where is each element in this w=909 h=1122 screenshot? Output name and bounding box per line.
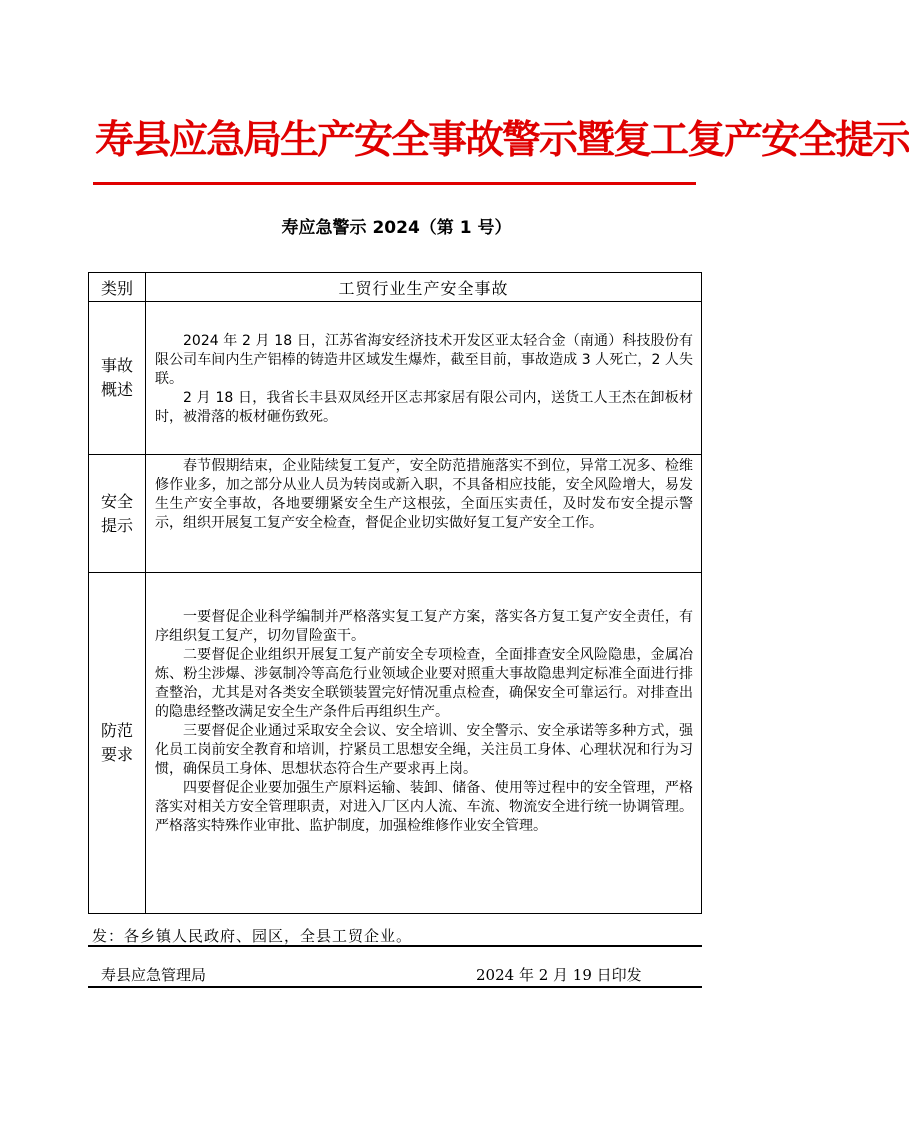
- distribution-line: 发：各乡镇人民政府、园区，全县工贸企业。: [92, 927, 413, 945]
- table-row-prevention-requirements: [89, 573, 702, 914]
- table-header-row: [89, 273, 702, 302]
- table-row-accident-overview: [89, 302, 702, 455]
- paragraph: 2 月 18 日，我省长丰县双凤经开区志邦家居有限公司内，送货工人王杰在卸板材时，被滑落的板材砸伤致死。: [155, 390, 693, 425]
- prevention-requirements-content: [146, 573, 702, 914]
- category-prevention-requirements: [89, 573, 146, 914]
- document-title: 寿县应急局生产安全事故警示暨复工复产安全提示: [95, 118, 909, 163]
- table-row-safety-tips: [89, 455, 702, 573]
- paragraph: 二要督促企业组织开展复工复产前安全专项检查，全面排查安全风险隐患，金属冶炼、粉尘涉爆、涉氨制冷等高危行业领域企业要对照重大事故隐患判定标准全面进行排查整治，尤其是对各类安全联锁装置完好情况重点检查，确保安全可靠运行。对排查出的隐患经整改满足安全生产条件后再组织生产。: [155, 647, 693, 720]
- title-red-rule: [93, 182, 696, 185]
- category-safety-tips: [89, 455, 146, 573]
- notice-table: [88, 272, 702, 914]
- category-label: 事故: [100, 356, 133, 375]
- header-category: 类别: [89, 273, 146, 302]
- safety-tips-content: [146, 455, 702, 573]
- paragraph: 四要督促企业要加强生产原料运输、装卸、储备、使用等过程中的安全管理，严格落实对相关方安全管理职责，对进入厂区内人流、车流、物流安全进行统一协调管理。严格落实特殊作业审批、监护制度，加强检维修作业安全管理。: [155, 780, 693, 834]
- footer-rule-top: [88, 945, 702, 947]
- category-label: 提示: [100, 515, 133, 535]
- header-value: 工贸行业生产安全事故: [146, 273, 702, 302]
- paragraph: 春节假期结束，企业陆续复工复产，安全防范措施落实不到位，异常工况多、检维修作业多，加之部分从业人员为转岗或新入职，不具备相应技能，安全风险增大，易发生生产安全事故，各地要绷紧安全生产这根弦，全面压实责任，及时发布安全提示警示，组织开展复工复产安全检查，督促企业切实做好复工复产安全工作。: [155, 458, 693, 531]
- accident-overview-content: [146, 302, 702, 455]
- category-accident-overview: [89, 302, 146, 455]
- paragraph: 三要督促企业通过采取安全会议、安全培训、安全警示、安全承诺等多种方式，强化员工岗前安全教育和培训，拧紧员工思想安全绳，关注员工身体、心理状况和行为习惯，确保员工身体、思想状态符合生产要求再上岗。: [155, 723, 693, 777]
- issuer: 寿县应急管理局: [101, 966, 207, 984]
- issue-date: 2024 年 2 月 19 日印发: [476, 966, 642, 984]
- category-label: 安全: [100, 491, 133, 511]
- footer-rule-bottom: [88, 986, 702, 988]
- paragraph: 一要督促企业科学编制并严格落实复工复产方案，落实各方复工复产安全责任，有序组织复工复产，切勿冒险蛮干。: [155, 609, 693, 644]
- document-number: 寿应急警示 2024（第 1 号）: [281, 218, 512, 238]
- category-label: 概述: [100, 380, 133, 399]
- paragraph: 2024 年 2 月 18 日，江苏省海安经济技术开发区亚太轻合金（南通）科技股份有限公司车间内生产铝棒的铸造井区域发生爆炸，截至目前，事故造成 3 人死亡，2 人失联。: [155, 333, 693, 387]
- category-label: 防范: [100, 721, 133, 740]
- category-label: 要求: [100, 745, 133, 764]
